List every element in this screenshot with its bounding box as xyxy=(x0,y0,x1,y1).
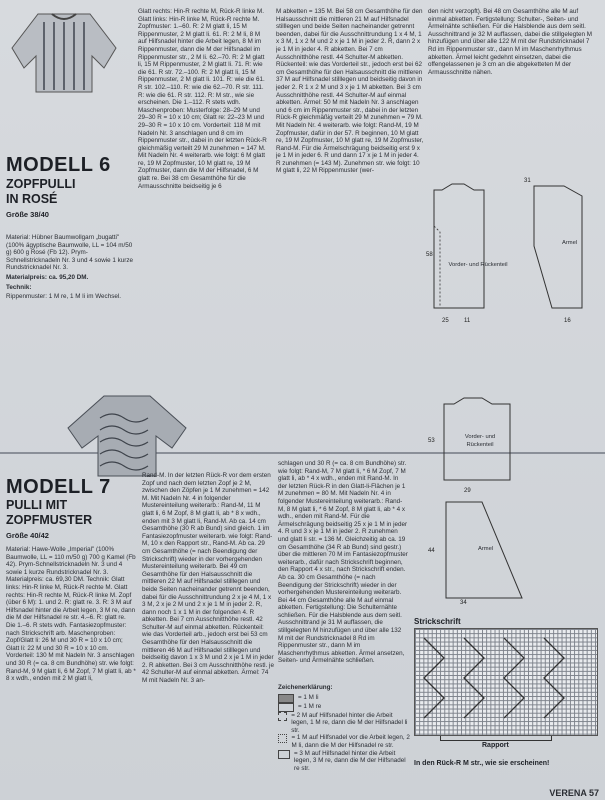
model6-column-4 xyxy=(428,8,598,108)
svg-text:58: 58 xyxy=(426,252,433,258)
model7-column-3 xyxy=(278,460,408,682)
model7-legend xyxy=(278,684,410,796)
legend-title: Zeichenerklärung: xyxy=(278,684,333,691)
svg-text:25: 25 xyxy=(442,318,449,324)
model7-column-2 xyxy=(142,472,274,790)
schematic-model6-label-sleeve: Ärmel xyxy=(562,240,578,246)
purl-symbol-icon xyxy=(278,694,294,703)
model6-col2-text: Glatt rechts: Hin-R rechte M, Rück-R linke M. Glatt links: Hin-R linke M, Rück-R rechte M. Zopfmuster: 1.–60. R: 2 M glatt li, 15 M Rippenmuster, 2 M glatt li. 61. R: 2 M li, 8 M auf Hilfsnadel hinter die Arbeit legen, 8 M im Rippenmuster, dann die M der Hilfsnadel im Rippenmuster str., 2 M li. 62.–70. R: 2 M glatt li, 15 M Rippenmuster, 2 M glatt li. 71. R: wie die 61. R str. 72.–100. R: 2 M glatt li, 15 M Rippenmuster, 2 M glatt li. 101. R: wie die 61. R str. 102.–110. R: wie die 62.–70. R str. 111. R: wie die 61. R str. 112. R: M str., wie sie erscheinen. Die 1.–112. R stets wdh. Maschenproben: Musterfolge: 28–29 M und 29–30 R = 10 x 10 cm; Glatt re: 22–23 M und 29–30 R = 10 x 10 cm. Vorderteil: 118 M mit Nadeln Nr. 3 anschlagen und 8 cm im Rippenmuster str., dabei in der letzten Rück-R gleichmäßig verteilt 29 M zunehmen = 147 M. Mit Nadeln Nr. 4 weiterarb. wie folgt: 6 M glatt re, 19 M Zopfmuster, 10 M glatt re, 19 M Zopfmuster, dann die M der Hilfsnadel, 6 M glatt re. Bei 38 cm Gesamthöhe für die Armausschnitte beidseitig je 6 xyxy=(138,8,267,190)
legend-item: = 1 M li xyxy=(278,694,410,703)
model7-subtitle-1: PULLI MIT xyxy=(6,498,68,512)
legend-item: = 2 M auf Hilfsnadel hinter die Arbeit legen, 1 M re, dann die M der Hilfsnadel li str. xyxy=(278,712,410,735)
svg-text:53: 53 xyxy=(428,438,435,444)
model6-technik: Technik: xyxy=(6,283,32,291)
schematic-model7 xyxy=(424,392,600,604)
schematic-model6-label-body: Vorder- und Rückenteil xyxy=(448,262,508,268)
model6-title: MODELL 6 xyxy=(6,154,111,176)
model6-size: Größe 38/40 xyxy=(6,210,49,219)
model6-subtitle-2: IN ROSÉ xyxy=(6,192,58,206)
model6-column-1 xyxy=(6,234,134,346)
model7-col2-text: Rand-M. In der letzten Rück-R vor dem ersten Zopf und nach dem letzten Zopf je 2 M, zwischen den Zöpfen je 1 M zunehmen = 142 M. Mit Nadeln Nr. 4 in folgender Mustereinteilung weiterarb.: Rand-M, 11 M glatt li, 6 M Zopf, 8 M glatt li, ab * 8 x wdh., enden mit 3 M glatt li, Rand-M. Ab ca. 14 cm Gesamthöhe (30 R ab Bund) sind gleich. 1 im Fantasiezopfmuster weiterarb. wie folgt: Rand-M, 10 x den Rapport str., Rand-M. Ab ca. 29 cm Gesamthöhe (= nach Beendigung der Strickschrift) wieder in der vorhergehenden Mustereinteilung weiterarb. Bei 49 cm Gesamthöhe für den Halsausschnitt die mittleren 22 M auf Hilfsnadel stilllegen und beide Seiten nacheinander getrennt beenden, dabei für die Ausschnittrundung 2 x je 4 M, 1 x 3 M, 2 x je 2 M und 2 x je 1 M in jeder 2. R, dann noch 1 x 1 M in der folgenden 4. R abketten. Bei 7 cm Ausschnitthöhe restl. 42 Schulter-M auf einmal abketten. Rückenteil: wie das Vorderteil arb., jedoch erst bei 53 cm Gesamthöhe für den Halsausschnitt die mittleren 46 M auf Hilfsnadel stilllegen und beidseitig davon 1 x 3 M und 2 x je 1 M in jeder 2. R abketten. Bei 3 cm Ausschnitthöhe restl. je 42 Schulter-M auf einmal abketten. Ärmel: 74 M mit Nadeln Nr. 3 an- xyxy=(142,472,274,685)
model7-size: Größe 40/42 xyxy=(6,531,49,540)
cable-six-icon xyxy=(278,750,290,759)
knitting-chart-cables xyxy=(414,628,596,734)
model6-column-2 xyxy=(138,8,270,330)
model7-column-1 xyxy=(6,546,136,790)
svg-text:44: 44 xyxy=(428,548,435,554)
legend-item: = 3 M auf Hilfsnadel hinter die Arbeit legen, 3 M re, dann die M der Hilfsnadel re str. xyxy=(278,750,410,773)
model7-col1-text: Material: Hawe-Wolle „Imperial" (100% Baumwolle, LL = 110 m/50 g) 700 g Kamel (Fb 42). Prym-Schnellstricknadeln Nr. 3 und 4 sowie 1 kurze Rundstricknadel Nr. 3. Materialpreis: ca. 69,30 DM. Technik: Glatt links: Hin-R linke M, Rück-R rechte M. Glatt rechts: Hin-R rechte M, Rück-R linke M. Zopf (über 6 M): 1. und 2. R: glatt re. 3. R: 3 M auf Hilfsnadel hinter die Arbeit legen, 3 M re, dann die M der Hilfsnadel re str. 4.–6. R: glatt re. Die 1.–6. R stets wdh. Fantasiezopfmuster: nach Strickschrift arb. Maschenproben: Zopf/Glatt li: 26 M und 30 R = 10 x 10 cm; Glatt li: 22 M und 30 R = 10 x 10 cm. Vorderteil: 130 M mit Nadeln Nr. 3 anschlagen und 30 R (= ca. 8 cm Bundhöhe) str. wie folgt: Rand-M, 9 M glatt li, 6 M Zopf, 7 M glatt li, ab * 8 x wdh., enden mit 2 M glatt li, xyxy=(6,546,136,683)
svg-text:31: 31 xyxy=(524,178,531,184)
cable-right-icon xyxy=(278,712,287,721)
sweater-photo-model7 xyxy=(64,388,190,478)
cable-left-icon xyxy=(278,734,287,743)
model7-title: MODELL 7 xyxy=(6,476,111,498)
svg-text:29: 29 xyxy=(464,488,471,494)
model6-rippen: Rippenmuster: 1 M re, 1 M li im Wechsel. xyxy=(6,293,122,301)
schematic-model6 xyxy=(424,176,600,326)
schematic-model7-label-sleeve: Ärmel xyxy=(478,546,494,552)
model6-col4-text: den nicht verzopft). Bei 48 cm Gesamthöhe alle M auf einmal abketten. Fertigstellung: Schulter-, Seiten- und Ärmelnähte schließen. Für die Halsblende aus dem seitl. Ausschnittrand je 32 M auffassen, dabei die stillgelegten M hinzufügen und über alle 122 M mit der Rundstricknadel 7 Rd im Rippenmuster str., dann M im Maschenrhythmus abketten. Ärmel leicht gedehnt einsetzen, dabei die offengelassenen je 3 cm an die abgeketteten M der Armausschnitte nähen. xyxy=(428,8,593,76)
svg-text:34: 34 xyxy=(460,600,467,604)
knit-symbol-icon xyxy=(278,703,294,712)
sweater-photo-model6 xyxy=(8,8,120,94)
legend-item: = 1 M auf Hilfsnadel vor die Arbeit legen, 2 M li, dann die M der Hilfsnadel re str. xyxy=(278,734,410,749)
model6-col3-text: M abketten = 135 M. Bei 58 cm Gesamthöhe für den Halsausschnitt die mittleren 21 M auf Hilfsnadel stilllegen und beide Seiten nacheinander getrennt beenden, dabei für die Ausschnittrundung 1 x 4 M, 1 x 3 M, 1 x 2 M und 2 x je 1 M in jeder 2. R, dann 2 x je 1 M in jeder 4. R abketten. Bei 7 cm Ausschnitthöhe restl. 44 Schulter-M abketten. Rückenteil: wie das Vorderteil str., jedoch erst bei 62 cm Gesamthöhe für den Halsausschnitt die mittleren 37 M auf Hilfsnadel stilllegen und beidseitig davon in jeder 2. R 1 x 2 M und 3 x je 1 M abketten. Bei 3 cm Ausschnitthöhe restl. 44 Schulter-M auf einmal abketten. Ärmel: 50 M mit Nadeln Nr. 3 anschlagen und 6 cm im Rippenmuster str., dabei in der letzten Rück-R gleichmäßig verteilt 29 M zunehmen = 79 M. Mit Nadeln Nr. 4 weiterarb. wie folgt: Rand-M, 19 M Zopfmuster, dafür in der 57. R beginnen, 10 M glatt re, 19 M Zopfmuster, 10 M glatt re, 19 M Zopfmuster, Rand-M. Für die Ärmelschrägung beidseitig erst 9 x je 1 M in jeder 6. R und dann 17 x je 1 M in jeder 4. R zunehmen (= 143 M). Zunehmen str. wie folgt: 10 M glatt li, 22 M Rippenmuster (wer- xyxy=(276,8,424,175)
svg-text:16: 16 xyxy=(564,318,571,324)
chart-title: Strickschrift xyxy=(414,617,461,626)
model6-column-3 xyxy=(276,8,424,330)
model7-subtitle-2: ZOPFMUSTER xyxy=(6,513,93,527)
model6-material: Material: Hübner Baumwollgarn „bugatti" (100% ägyptische Baumwolle, LL = 104 m/50 g) 600 g Rosé (Fb 12). Prym-Schnellstricknadeln Nr. 3 und 4 sowie 1 kurze Rundstricknadel Nr. 3. xyxy=(6,234,134,272)
model7-col3-text: schlagen und 30 R (= ca. 8 cm Bundhöhe) str. wie folgt: Rand-M, 7 M glatt li, * 6 M Zopf, 7 M glatt li, ab * 4 x wdh., enden mit Rand-M. In der letzten Rück-R in den Glatt-li-Flächen je 1 M zunehmen = 80 M. Mit Nadeln Nr. 4 in folgender Mustereinteilung weiterarb.: Rand-M, 8 M glatt li, * 6 M Zopf, 8 M glatt li, ab * 4 x wdh., enden mit Rand-M. Für die Ärmelschrägung beidseitig 25 x je 1 M in jeder 4. R und 3 x je 1 M in jeder 2. R zunehmen und glatt li str. = 136 M. Gleichzeitig ab ca. 19 cm Gesamthöhe (34 R ab Bund) sind gestr.) über die mittleren 70 M im Fantasiezopfmuster weiterarb., dafür nach Strickschrift beginnen, den Rapport 4 x str., nach Strickschrift enden. Ab ca. 30 cm Gesamthöhe (= nach Beendigung der Strickschrift) wieder in der vorhergehenden Mustereinteilung weiterarb. Bei 44 cm Gesamthöhe alle M auf einmal abketten. Fertigstellung: Die Schulternähte schließen. Für die Halsblende aus dem seitl. Ausschnittrand je 31 M auffassen, die stillgelegten M hinzufügen und über alle 132 M mit der Rundstricknadel 8 Rd im Rippenmuster str., dann M im Maschenrhythmus abketten. Ärmel ansetzen, Seiten- und Ärmelnähte schließen. xyxy=(278,460,408,665)
rapport-bracket xyxy=(440,736,552,741)
model6-subtitle-1: ZOPFPULLI xyxy=(6,177,76,191)
rapport-label: Rapport xyxy=(482,742,509,749)
legend-item: = 1 M re xyxy=(278,703,410,712)
model6-price: Materialpreis: ca. 95,20 DM. xyxy=(6,273,89,281)
page-number: VERENA 57 xyxy=(549,788,599,798)
svg-text:11: 11 xyxy=(464,318,471,324)
chart-note: In den Rück-R M str., wie sie erscheinen! xyxy=(414,760,550,767)
schematic-model7-label-body: Vorder- und Rückenteil xyxy=(464,434,496,448)
